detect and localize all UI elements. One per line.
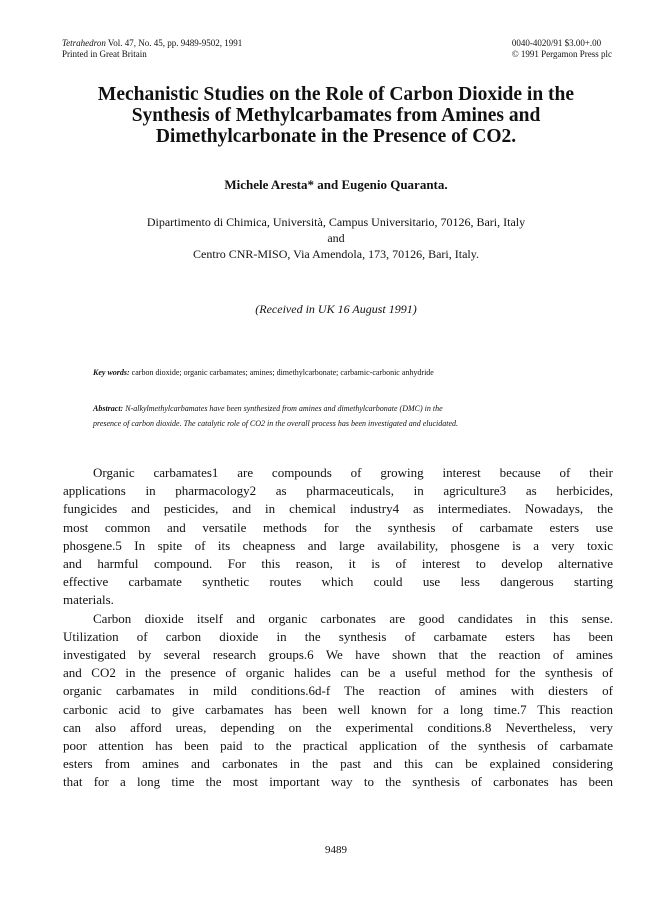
authors: Michele Aresta* and Eugenio Quaranta.: [224, 177, 448, 192]
printed-in: Printed in Great Britain: [62, 49, 147, 59]
journal-name: Tetrahedron: [62, 38, 106, 48]
title-line: Dimethylcarbonate in the Presence of CO2.: [155, 126, 517, 147]
received-date: (Received in UK 16 August 1991): [255, 302, 417, 316]
copyright-line: © 1991 Pergamon Press plc: [511, 49, 612, 59]
keywords: [93, 368, 434, 377]
body-line: materials.: [63, 592, 114, 608]
body-line: fungicides and pesticides, and in chemical industry4 as intermediates. Nowadays, the: [63, 501, 613, 517]
affiliation-line: and: [327, 231, 345, 245]
running-header-left: [62, 38, 242, 60]
body-line: esters from amines and carbonates in the past and this can be explained considering: [63, 756, 613, 772]
running-header-right: [512, 38, 612, 60]
body-line: Carbon dioxide itself and organic carbonates are good candidates in this sense.: [93, 610, 613, 626]
title-line: Mechanistic Studies on the Role of Carbon Dioxide in the: [97, 84, 575, 105]
affiliation-line: Centro CNR-MISO, Via Amendola, 173, 70126, Bari, Italy.: [193, 247, 479, 261]
keywords-text: carbon dioxide; organic carbamates; amines; dimethylcarbonate; carbamic-carbonic anhydride: [129, 368, 434, 377]
body-line: investigated by several research groups.6 We have shown that the reaction of amines: [63, 647, 613, 663]
paper-title: [40, 84, 632, 147]
body-line: and CO2 in the presence of organic halides can be a useful method for the synthesis of: [63, 665, 613, 681]
body-line: Utilization of carbon dioxide in the synthesis of carbamate esters has been: [63, 628, 613, 644]
body-line: phosgene.5 In spite of its cheapness and large availability, phosgene is a very toxic: [63, 537, 613, 553]
abstract-label: Abstract:: [93, 404, 124, 413]
abstract: [93, 401, 458, 431]
title-line: Synthesis of Methylcarbamates from Amines and: [131, 105, 541, 126]
body-line: can also afford ureas, depending on the experimental conditions.8 Nevertheless, very: [63, 719, 613, 735]
keywords-label: Key words:: [93, 368, 130, 377]
affiliation: [0, 214, 672, 262]
body-line: most common and versatile methods for the synthesis of carbamate esters use: [63, 519, 613, 535]
page-number: 9489: [325, 844, 347, 856]
journal-citation: Vol. 47, No. 45, pp. 9489-9502, 1991: [105, 38, 243, 48]
body-line: applications in pharmacology2 as pharmaceuticals, in agriculture3 as herbicides,: [63, 483, 613, 499]
affiliation-line: Dipartimento di Chimica, Università, Campus Universitario, 70126, Bari, Italy: [146, 215, 526, 229]
body-line: organic carbamates in mild conditions.6d-f The reaction of amines with diesters of: [63, 683, 613, 699]
abstract-line: N-alkylmethylcarbamates have been synthesized from amines and dimethylcarbonate (DMC) in the: [123, 404, 443, 413]
body-line: that for a long time the most important way to the synthesis of carbonates has been: [63, 774, 613, 790]
article-code: 0040-4020/91 $3.00+.00: [511, 38, 602, 48]
body-line: Organic carbamates1 are compounds of growing interest because of their: [93, 465, 613, 480]
body-line: carbonic acid to give carbamates has been well known for a long time.7 This reaction: [63, 701, 613, 717]
body-line: poor attention has been paid to the practical application of the synthesis of carbamate: [63, 738, 613, 754]
abstract-line: presence of carbon dioxide. The catalytic role of CO2 in the overall process has been investigated and elucidated.: [93, 419, 459, 428]
body-text: [63, 464, 613, 792]
body-line: and harmful compound. For this reason, it is of interest to develop alternative: [63, 556, 613, 572]
body-line: effective carbamate synthetic routes which could use less dangerous starting: [63, 574, 613, 590]
